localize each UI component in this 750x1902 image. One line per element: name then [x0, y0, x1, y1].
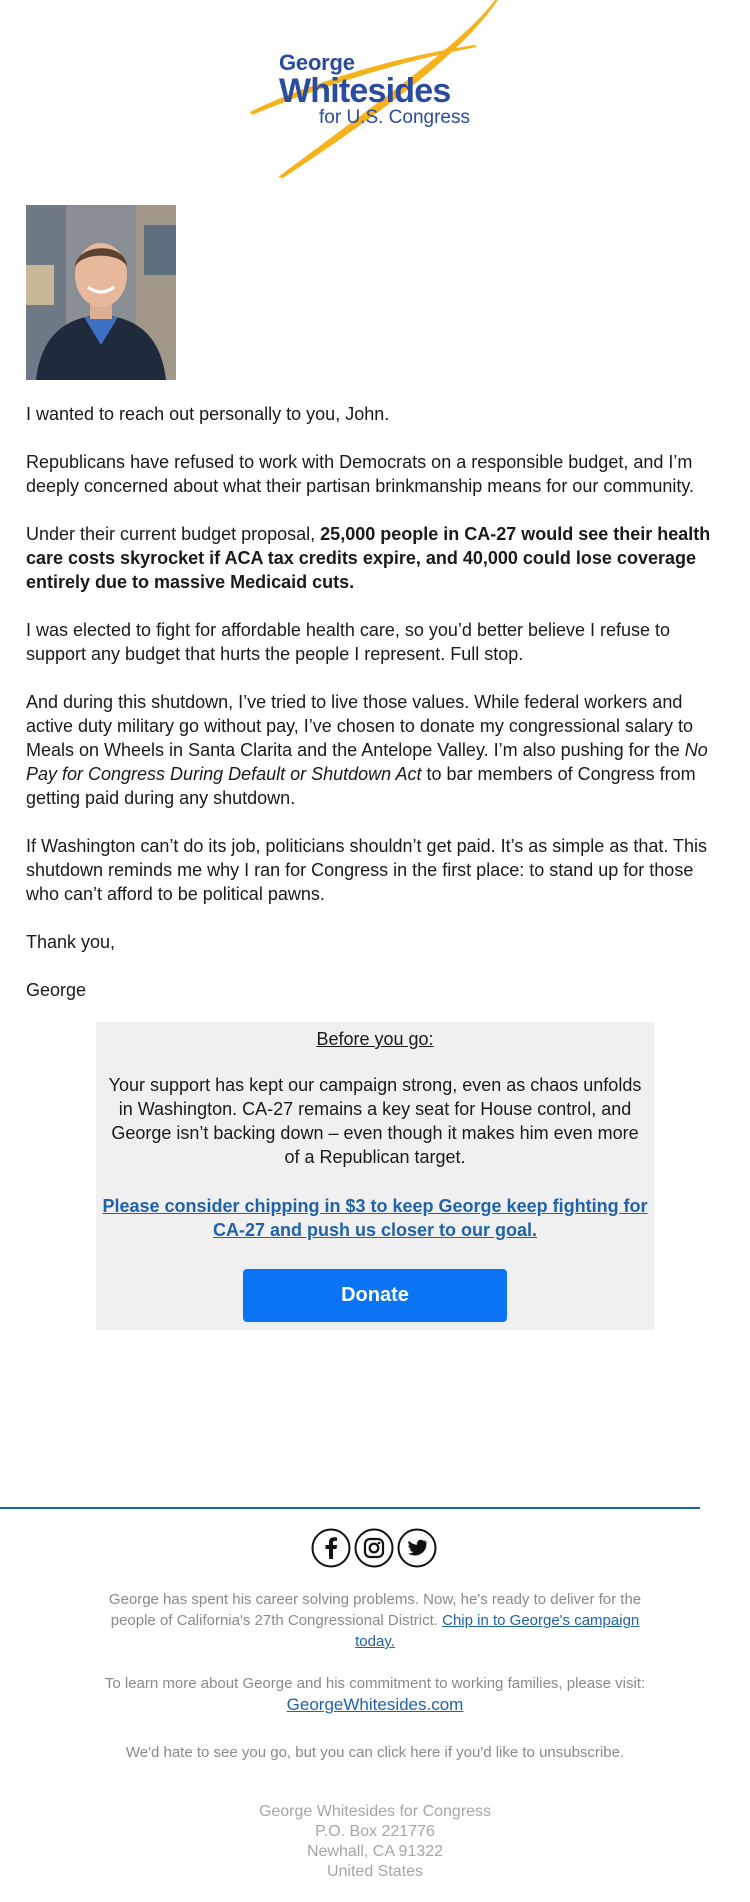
letter-greeting: I wanted to reach out personally to you, John.	[26, 404, 390, 424]
instagram-icon	[354, 1528, 394, 1568]
chip-in-link[interactable]: Please consider chipping in $3 to keep George keep fighting for CA-27 and push us closer to our goal.	[102, 1196, 648, 1240]
candidate-photo	[26, 205, 176, 380]
before-you-go-box	[96, 1022, 654, 1330]
letter-closing: Thank you,	[26, 932, 116, 952]
letter-paragraph: And during this shutdown, I’ve tried to live those values. While federal workers and active duty military go without pay, I’ve chosen to donate my congressional salary to Meals on Wheels in Santa Clarita and the Antelope Valley. I’m also pushing for the No Pay for Congress During Default or Shutdown Act to bar members of Congress from getting paid during any shutdown.	[26, 692, 708, 808]
campaign-logo	[245, 0, 505, 180]
twitter-icon	[397, 1528, 437, 1568]
act-title: Pay for Congress During Default or Shutdown Act	[26, 764, 422, 784]
footer-bio: George has spent his career solving problems. Now, he's ready to deliver for the people of California's 27th Congressional District. Chip in to George's campaign today.	[108, 1591, 642, 1650]
box-body: Your support has kept our campaign strong, even as chaos unfolds in Washington. CA-27 remains a key seat for House control, and George isn’t backing down – even though it makes him even more of a Republican target.	[108, 1075, 642, 1167]
mailing-address: George Whitesides for Congress P.O. Box 221776 Newhall, CA 91322 United States	[258, 1803, 492, 1880]
facebook-icon	[311, 1528, 351, 1568]
chip-in-footer-link[interactable]: Chip in to George's campaign	[442, 1612, 640, 1629]
bold-statistic: 25,000 people in CA-27 would see their health	[320, 524, 711, 544]
letter-paragraph: I was elected to fight for affordable health care, so you’d better believe I refuse to support any budget that hurts the people I represent. Full stop.	[26, 620, 671, 664]
donate-button[interactable]: Donate	[243, 1269, 507, 1322]
box-title: Before you go:	[316, 1029, 434, 1049]
letter-body	[26, 402, 711, 1026]
twitter-link[interactable]	[397, 1528, 437, 1568]
learn-more-text: To learn more about George and his commitment to working families, please visit:	[104, 1675, 646, 1692]
website-link[interactable]: GeorgeWhitesides.com	[286, 1695, 464, 1714]
act-title: No	[684, 740, 708, 760]
logo-first-name: George	[279, 50, 355, 75]
unsubscribe-text[interactable]: We'd hate to see you go, but you can click here if you'd like to unsubscribe.	[125, 1744, 625, 1761]
logo-last-name: Whitesides	[279, 72, 451, 110]
letter-paragraph: If Washington can’t do its job, politicians shouldn’t get paid. It’s as simple as that. This shutdown reminds me why I ran for Congress in the first place: to stand up for those who can’t afford to be political pawns.	[26, 836, 708, 904]
footer-divider	[0, 1507, 700, 1509]
logo-subtitle: for U.S. Congress	[319, 107, 470, 128]
chip-in-footer-link[interactable]: today.	[355, 1633, 395, 1650]
letter-paragraph: Republicans have refused to work with Democrats on a responsible budget, and I’m deeply concerned about what their partisan brinkmanship means for our community.	[26, 452, 695, 496]
letter-signature: George	[26, 980, 87, 1000]
letter-paragraph: Under their current budget proposal, 25,000 people in CA-27 would see their health care costs skyrocket if ACA tax credits expire, and 40,000 could lose coverage entirely due to massive Medicaid cuts.	[26, 524, 711, 592]
facebook-link[interactable]	[311, 1528, 351, 1568]
instagram-link[interactable]	[354, 1528, 394, 1568]
